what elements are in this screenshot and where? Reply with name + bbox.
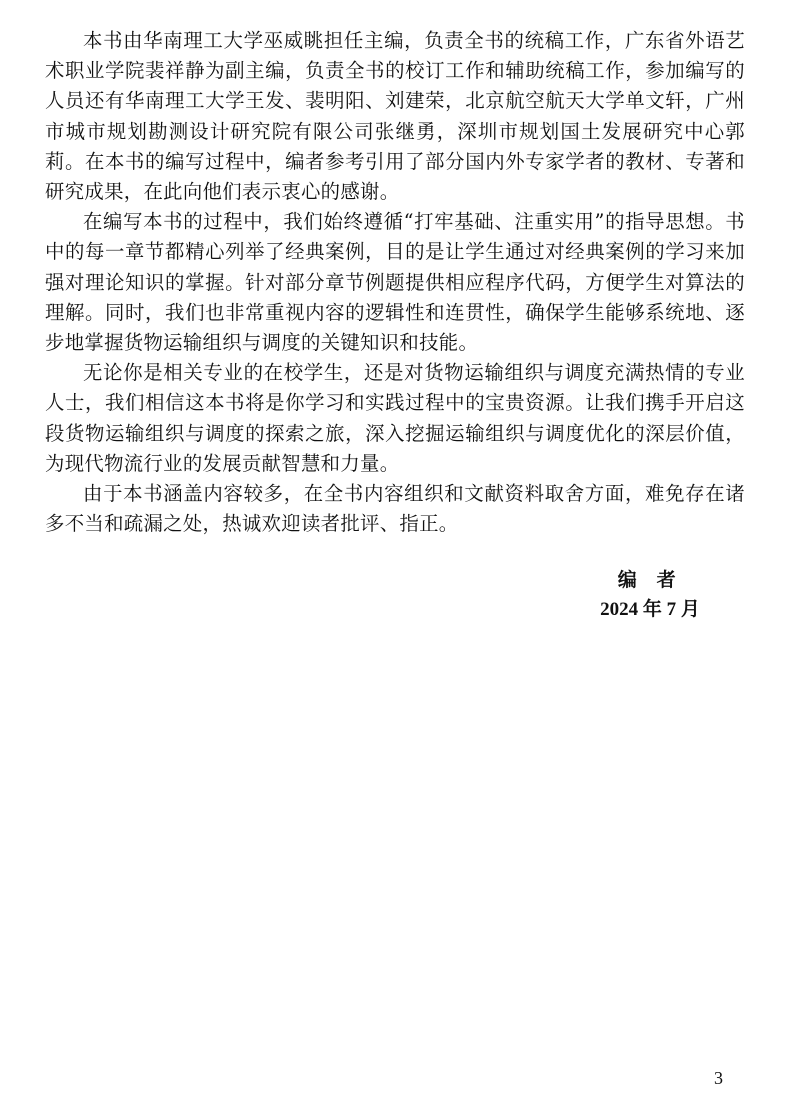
- paragraph-2: 在编写本书的过程中，我们始终遵循“打牢基础、注重实用”的指导思想。书中的每一章节都精心列举了经典案例，目的是让学生通过对经典案例的学习来加强对理论知识的掌握。针对部分章节例题提供相应程序代码，方便学生对算法的理解。同时，我们也非常重视内容的逻辑性和连贯性，确保学生能够系统地、逐步地掌握货物运输组织与调度的关键知识和技能。: [45, 210, 745, 355]
- paragraph-1: 本书由华南理工大学巫威眺担任主编，负责全书的统稿工作，广东省外语艺术职业学院裴祥静为副主编，负责全书的校订工作和辅助统稿工作，参加编写的人员还有华南理工大学王发、裴明阳、刘建荣，北京航空航天大学单文轩，广州市城市规划勘测设计研究院有限公司张继勇，深圳市规划国土发展研究中心郭莉。在本书的编写过程中，编者参考引用了部分国内外专家学者的教材、专著和研究成果，在此向他们表示衷心的感谢。: [45, 29, 745, 204]
- signature-author: 编者: [617, 569, 696, 591]
- paragraph-3: 无论你是相关专业的在校学生，还是对货物运输组织与调度充满热情的专业人士，我们相信这本书将是你学习和实践过程中的宝贵资源。让我们携手开启这段货物运输组织与调度的探索之旅，深入挖掘运输组织与调度优化的深层价值，为现代物流行业的发展贡献智慧和力量。: [45, 361, 745, 475]
- page-number: 3: [714, 1068, 723, 1088]
- signature-block: [580, 565, 720, 625]
- preface-body: [45, 26, 745, 539]
- paragraph-4: 由于本书涵盖内容较多，在全书内容组织和文献资料取舍方面，难免存在诸多不当和疏漏之处，热诚欢迎读者批评、指正。: [45, 482, 745, 536]
- signature-date: 2024 年 7 月: [600, 599, 700, 620]
